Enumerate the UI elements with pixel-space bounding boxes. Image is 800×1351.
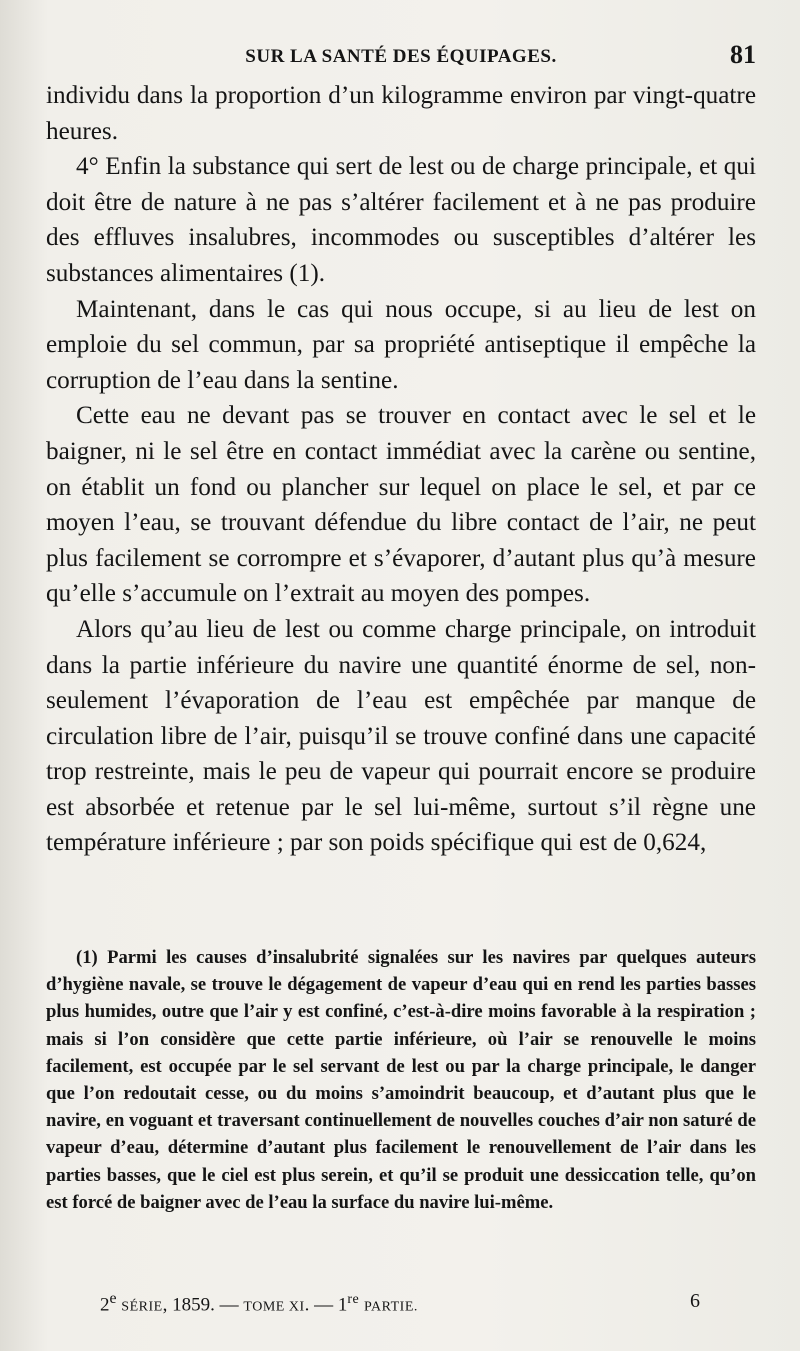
paragraph-continuation: individu dans la proportion d’un kilogramme environ par vingt-quatre heures. [46,82,756,145]
page-number: 81 [730,40,756,69]
tome-label: TOME XI [243,1299,305,1315]
part-sup: re [347,1292,360,1307]
footnote [46,944,756,1216]
part-separator: . — [304,1294,338,1316]
body-text [46,78,756,861]
paragraph-salt-cargo: Alors qu’au lieu de lest ou comme charge principale, on introduit dans la partie inférieure du navire une quantité énorme de sel, non-seulement l’évaporation de l’eau est empêchée par manque de circulation libre de l’air, puisqu’il se trouve confiné dans une capacité trop restreinte, mais le peu de vapeur qui pourrait encore se produire est absorbée et retenue par le sel lui-même, surtout s’il règne une température inférieure ; par son poids spécifique qui est de 0,624, [46,615,756,857]
series-info [100,1290,418,1316]
series-number: 2 [100,1294,110,1316]
series-year: , 1859. — [162,1294,244,1316]
sheet-number: 6 [690,1290,700,1312]
paragraph-common-salt: Maintenant, dans le cas qui nous occupe, si au lieu de lest on emploie du sel commun, par sa propriété antiseptique il empêche la corruption de l’eau dans la sentine. [46,295,756,394]
page-header [46,40,756,80]
paragraph-bilge-water: Cette eau ne devant pas se trouver en contact avec le sel et le baigner, ni le sel être en contact immédiat avec la carène ou sentine, on établit un fond ou plancher sur lequel on place le sel, et par ce moyen l’eau, se trouvant défendue du libre contact de l’air, ne peut plus facilement se corrompre et s’évaporer, d’autant plus qu’à mesure qu’elle s’accumule on l’extrait au moyen des pompes. [46,402,756,608]
paragraph-ballast-item: 4° Enfin la substance qui sert de lest ou de charge principale, et qui doit être de nature à ne pas s’altérer facilement et à ne pas produire des effluves insalubres, incommodes ou susceptibles d’altérer les substances alimentaires (1). [46,153,756,287]
part-number: 1 [337,1294,348,1316]
running-title: SUR LA SANTÉ DES ÉQUIPAGES. [245,46,557,67]
series-label: SÉRIE [121,1299,163,1315]
part-label: PARTIE. [364,1299,418,1315]
footnote-text: (1) Parmi les causes d’insalubrité signalées sur les navires par quelques auteurs d’hygiène navale, se trouve le dégagement de vapeur d’eau qui en rend les parties basses plus humides, outre que l’air y est confiné, c’est-à-dire moins favorable à la respiration ; mais si l’on considère que cette partie inférieure, où l’air se renouvelle le moins facilement, est occupée par le sel servant de lest ou par la charge principale, le danger que l’on redoutait cesse, ou du moins s’amoindrit beaucoup, et d’autant plus que le navire, en voguant et traversant continuellement de nouvelles couches d’air non saturé de vapeur d’eau, détermine d’autant plus facilement le renouvellement de l’air dans les parties basses, que le ciel est plus serein, et qu’il se produit une dessiccation telle, qu’on est forcé de baigner avec de l’eau la surface du navire lui-même. [46,947,756,1213]
series-sup: e [109,1290,117,1307]
